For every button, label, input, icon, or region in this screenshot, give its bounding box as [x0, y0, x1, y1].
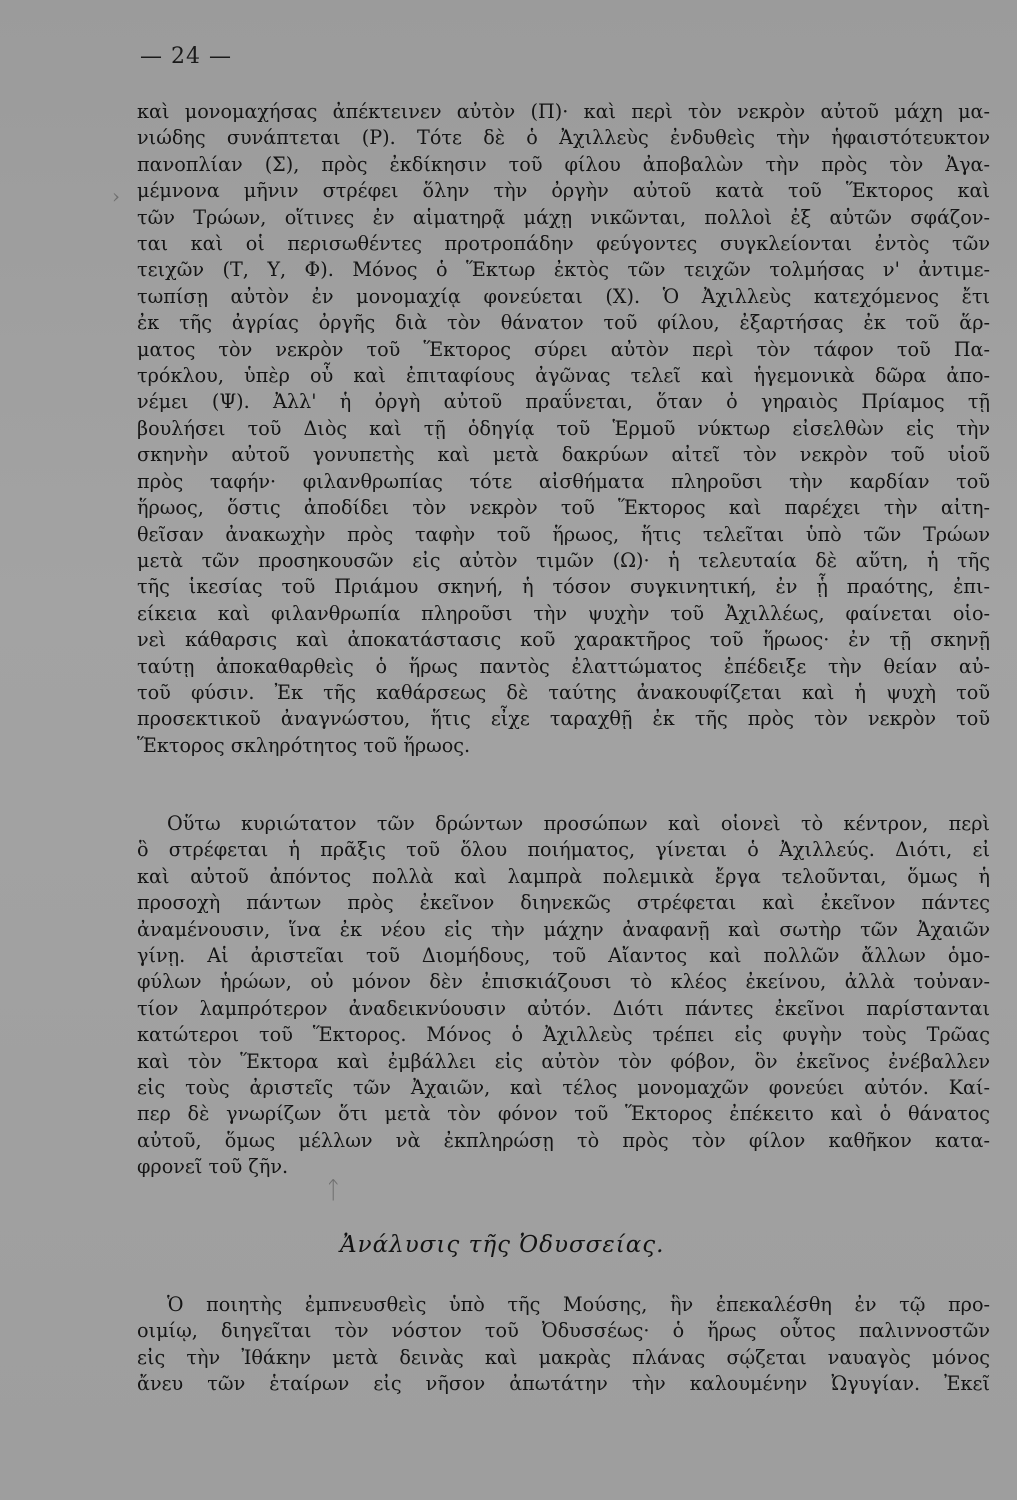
- text-line: κατώτεροι τοῦ Ἕκτορος. Μόνος ὁ Ἀχιλλεὺς τρέπει εἰς φυγὴν τοὺς Τρῶας: [137, 1023, 990, 1047]
- section-heading: Ἀνάλυσις τῆς Ὀδυσσείας.: [340, 1232, 665, 1258]
- text-line: τίον λαμπρότερον ἀναδεικνύουσιν αὐτόν. Διότι πάντες ἐκεῖνοι παρίστανται: [137, 996, 990, 1020]
- text-line: σκηνὴν αὐτοῦ γονυπετὴς καὶ μετὰ δακρύων αἰτεῖ τὸν νεκρὸν τοῦ υἱοῦ: [137, 443, 990, 467]
- page-number: — 24 —: [140, 44, 232, 69]
- text-line: μετὰ τῶν προσηκουσῶν εἰς αὐτὸν τιμῶν (Ω)· ἡ τελευταία δὲ αὕτη, ἡ τῆς: [137, 548, 990, 572]
- text-line: είκεια καὶ φιλανθρωπία πληροῦσι τὴν ψυχὴν τοῦ Ἀχιλλέως, φαίνεται οἱο-: [137, 601, 990, 625]
- text-line: αὐτοῦ, ὅμως μέλλων νὰ ἐκπληρώσῃ τὸ πρὸς τὸν φίλον καθῆκον κατα-: [137, 1128, 990, 1152]
- text-line: βουλήσει τοῦ Διὸς καὶ τῇ ὁδηγίᾳ τοῦ Ἑρμοῦ νύκτωρ εἰσελθὼν εἰς τὴν: [137, 416, 990, 440]
- text-line: τοῦ φύσιν. Ἐκ τῆς καθάρσεως δὲ ταύτης ἀνακουφίζεται καὶ ἡ ψυχὴ τοῦ: [137, 680, 990, 704]
- text-line: ταύτῃ ἀποκαθαρθεὶς ὁ ἥρως παντὸς ἐλαττώματος ἐπέδειξε τὴν θείαν αὐ-: [137, 654, 990, 678]
- text-line: τῆς ἱκεσίας τοῦ Πριάμου σκηνή, ἡ τόσον συγκινητική, ἐν ᾗ πραότης, ἐπι-: [137, 575, 990, 599]
- text-line: πανοπλίαν (Σ), πρὸς ἐκδίκησιν τοῦ φίλου ἀποβαλὼν τὴν πρὸς τὸν Ἀγα-: [137, 152, 990, 176]
- text-line: ται καὶ οἱ περισωθέντες προτροπάδην φεύγοντες συγκλείονται ἐντὸς τῶν: [137, 232, 990, 256]
- text-line: πρὸς ταφήν· φιλανθρωπίας τότε αἰσθήματα πληροῦσι τὴν καρδίαν τοῦ: [137, 469, 990, 493]
- text-line: ἀναμένουσιν, ἵνα ἐκ νέου εἰς τὴν μάχην ἀναφανῇ καὶ σωτὴρ τῶν Ἀχαιῶν: [137, 917, 990, 941]
- text-line: ἥρωος, ὅστις ἀποδίδει τὸν νεκρὸν τοῦ Ἕκτορος καὶ παρέχει τὴν αἰτη-: [137, 496, 990, 520]
- text-line: νεὶ κάθαρσις καὶ ἀποκατάστασις κοῦ χαρακτῆρος τοῦ ἥρωος· ἐν τῇ σκηνῇ: [137, 628, 990, 652]
- text-line: θεῖσαν ἀνακωχὴν πρὸς ταφὴν τοῦ ἥρωος, ἥτις τελεῖται ὑπὸ τῶν Τρώων: [137, 522, 990, 546]
- text-line: φύλων ἡρώων, οὐ μόνον δὲν ἐπισκιάζουσι τὸ κλέος ἐκείνου, ἀλλὰ τοὐναν-: [137, 970, 990, 994]
- text-line: ὃ στρέφεται ἡ πρᾶξις τοῦ ὅλου ποιήματος, γίνεται ὁ Ἀχιλλεύς. Διότι, εἰ: [137, 838, 990, 862]
- pencil-mark: ᛏ: [326, 1176, 341, 1204]
- text-line: νέμει (Ψ). Ἀλλ' ἡ ὀργὴ αὐτοῦ πραΰνεται, ὅταν ὁ γηραιὸς Πρίαμος τῇ: [137, 390, 990, 414]
- paragraph-achilles-centrality: [137, 811, 990, 1181]
- text-line: φρονεῖ τοῦ ζῆν.: [137, 1155, 289, 1179]
- text-line: ἄνευ τῶν ἑταίρων εἰς νῆσον ἀπωτάτην τὴν καλουμένην Ὠγυγίαν. Ἐκεῖ: [137, 1372, 990, 1396]
- text-line: τωπίσῃ αὐτὸν ἐν μονομαχίᾳ φονεύεται (Χ). Ὁ Ἀχιλλεὺς κατεχόμενος ἔτι: [137, 284, 990, 308]
- margin-mark: ›: [112, 184, 120, 208]
- text-line: Ἕκτορος σκληρότητος τοῦ ἥρωος.: [137, 733, 471, 757]
- text-line: καὶ μονομαχήσας ἀπέκτεινεν αὐτὸν (Π)· καὶ περὶ τὸν νεκρὸν αὐτοῦ μάχη μα-: [137, 100, 990, 123]
- text-line: τρόκλου, ὑπὲρ οὗ καὶ ἐπιταφίους ἀγῶνας τελεῖ καὶ ἡγεμονικὰ δῶρα ἀπο-: [137, 364, 990, 388]
- text-line: μέμνονα μῆνιν στρέφει ὅλην τὴν ὀργὴν αὐτοῦ κατὰ τοῦ Ἕκτορος καὶ: [137, 179, 990, 203]
- paragraph-odyssey-opening: [137, 1292, 990, 1398]
- text-line: εἰς τοὺς ἀριστεῖς τῶν Ἀχαιῶν, καὶ τέλος μονομαχῶν φονεύει αὐτόν. Καί-: [137, 1076, 990, 1100]
- text-line: ματος τὸν νεκρὸν τοῦ Ἕκτορος σύρει αὐτὸν περὶ τὸν τάφον τοῦ Πα-: [137, 337, 990, 361]
- text-line: προσεκτικοῦ ἀναγνώστου, ἥτις εἶχε ταραχθῇ ἐκ τῆς πρὸς τὸν νεκρὸν τοῦ: [137, 707, 990, 731]
- text-line: Ὁ ποιητὴς ἐμπνευσθεὶς ὑπὸ τῆς Μούσης, ἣν ἐπεκαλέσθη ἐν τῷ προ-: [167, 1293, 990, 1316]
- text-line: τῶν Τρώων, οἵτινες ἐν αἱματηρᾷ μάχῃ νικῶνται, πολλοὶ ἐξ αὐτῶν σφάζον-: [137, 205, 990, 229]
- text-line: προσοχὴ πάντων πρὸς ἐκεῖνον διηνεκῶς στρέφεται καὶ ἐκεῖνον πάντες: [137, 891, 990, 915]
- text-line: οιμίῳ, διηγεῖται τὸν νόστον τοῦ Ὀδυσσέως· ὁ ἥρως οὗτος παλιννοστῶν: [137, 1319, 990, 1343]
- text-line: ἐκ τῆς ἀγρίας ὀργῆς διὰ τὸν θάνατον τοῦ φίλου, ἐξαρτήσας ἐκ τοῦ ἅρ-: [137, 311, 990, 335]
- text-line: γίνῃ. Αἱ ἀριστεῖαι τοῦ Διομήδους, τοῦ Αἴαντος καὶ πολλῶν ἄλλων ὁμο-: [137, 944, 990, 968]
- text-line: περ δὲ γνωρίζων ὅτι μετὰ τὸν φόνον τοῦ Ἕκτορος ἐπέκειτο καὶ ὁ θάνατος: [137, 1102, 990, 1126]
- text-line: τειχῶν (Τ, Υ, Φ). Μόνος ὁ Ἕκτωρ ἐκτὸς τῶν τειχῶν τολμήσας ν' ἀντιμε-: [137, 258, 990, 282]
- text-line: καὶ αὐτοῦ ἀπόντος πολλὰ καὶ λαμπρὰ πολεμικὰ ἔργα τελοῦνται, ὅμως ἡ: [137, 864, 990, 888]
- text-line: νιώδης συνάπτεται (Ρ). Τότε δὲ ὁ Ἀχιλλεὺς ἐνδυθεὶς τὴν ἡφαιστότευκτον: [137, 126, 990, 150]
- text-line: Οὕτω κυριώτατον τῶν δρώντων προσώπων καὶ οἱονεὶ τὸ κέντρον, περὶ: [167, 812, 990, 835]
- text-line: εἰς τὴν Ἰθάκην μετὰ δεινὰς καὶ μακρὰς πλάνας σῴζεται ναυαγὸς μόνος: [137, 1345, 990, 1369]
- text-line: καὶ τὸν Ἕκτορα καὶ ἐμβάλλει εἰς αὐτὸν τὸν φόβον, ὃν ἐκεῖνος ἐνέβαλλεν: [137, 1049, 990, 1073]
- paragraph-iliad-summary: [137, 99, 990, 759]
